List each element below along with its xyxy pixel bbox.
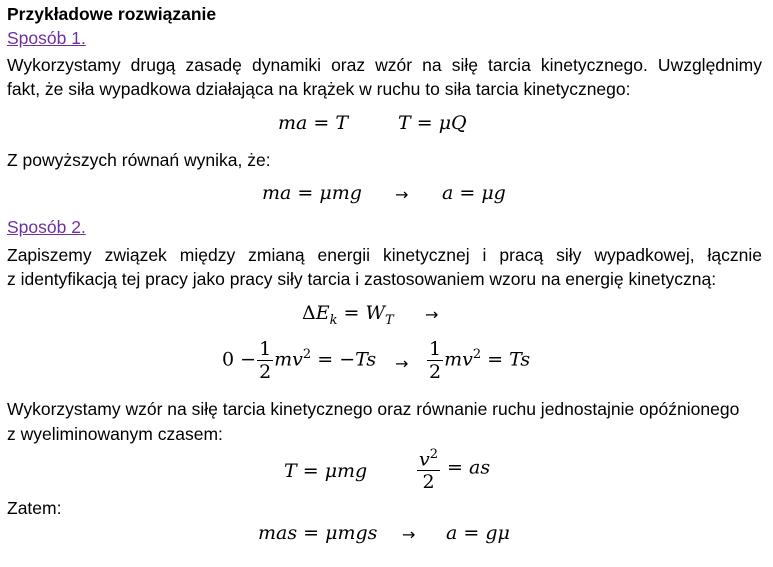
arrow-icon: →	[425, 305, 439, 324]
equation-newton-second-law: ma = T	[278, 112, 349, 134]
arrow-icon: →	[395, 185, 409, 204]
method-2-paragraph-line-2: z identyfikacją tej pracy jako pracy siły tarcia i zastosowaniem wzoru na energię kinetyczną:	[7, 269, 717, 289]
method-1-result-intro: Z powyższych równań wynika, że:	[7, 150, 271, 170]
method-1-label[interactable]: Sposób 1.	[7, 28, 86, 48]
method-2-paragraph2-line-1: Wykorzystamy wzór na siłę tarcia kinetycznego oraz równanie ruchu jednostajnie opóźnionego	[7, 399, 740, 419]
arrow-icon: →	[402, 525, 416, 544]
method-1-paragraph-line-1: Wykorzystamy drugą zasadę dynamiki oraz wzór na siłę tarcia kinetycznego. Uwzględnimy	[7, 55, 762, 75]
method-2-label[interactable]: Sposób 2.	[7, 217, 86, 237]
equation-kinetic-energy-work: $\frac{1}{2}$ $mv^2 = Ts$	[429, 338, 531, 383]
equation-a-mug: a = μg	[442, 182, 506, 204]
equation-work-energy: $\Delta E_k = W_T$	[302, 302, 394, 328]
method-2-paragraph2-line-2: z wyeliminowanym czasem:	[7, 424, 223, 444]
page-heading: Przykładowe rozwiązanie	[7, 4, 217, 24]
equation-ma-mumg: ma = μmg	[262, 182, 362, 204]
arrow-icon: →	[395, 354, 409, 373]
equation-kinetic-friction: T = μQ	[398, 112, 467, 134]
equation-a-gmu: a = gμ	[446, 522, 510, 544]
equation-friction-force: T = μmg	[284, 460, 368, 482]
therefore-label: Zatem:	[7, 498, 62, 518]
equation-kinematics-no-time: $\frac{v^2}{2}$ = as	[416, 444, 490, 493]
equation-energy-change: 0 − $\frac{1}{2}$ $mv^2 = -Ts$	[222, 338, 377, 383]
equation-mas-mumgs: mas = μmgs	[258, 522, 378, 544]
method-1-paragraph-line-2: fakt, że siła wypadkowa działająca na krążek w ruchu to siła tarcia kinetycznego:	[7, 79, 631, 99]
method-2-paragraph-line-1: Zapiszemy związek między zmianą energii kinetycznej i pracą siły wypadkowej, łącznie	[7, 245, 762, 265]
